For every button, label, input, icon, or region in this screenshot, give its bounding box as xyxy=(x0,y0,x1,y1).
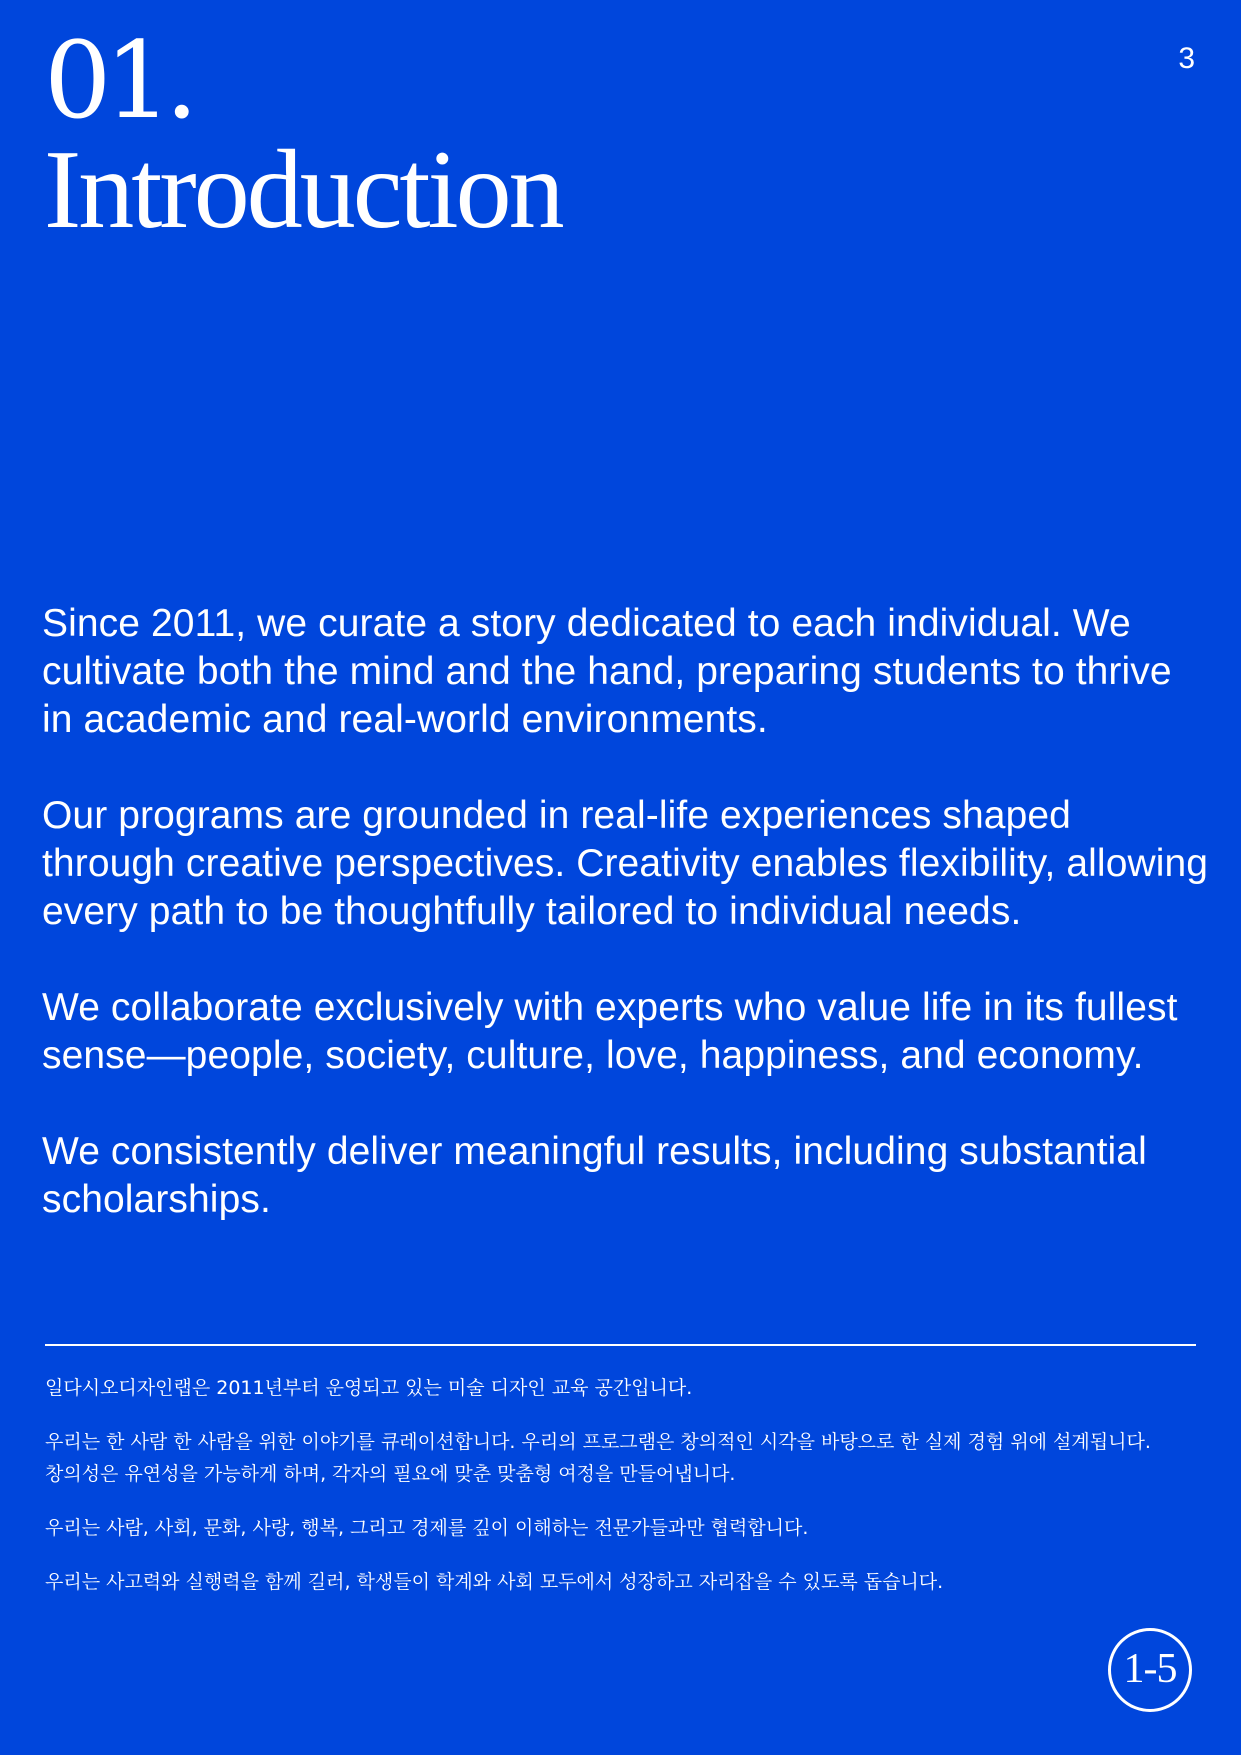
korean-paragraph-4: 우리는 사고력와 실행력을 함께 길러, 학생들이 학계와 사회 모두에서 성장하고 자리잡을 수 있도록 돕습니다. xyxy=(45,1571,944,1593)
english-body xyxy=(42,600,1212,1272)
divider xyxy=(45,1344,1196,1346)
korean-paragraph-1: 일다시오디자인랩은 2011년부터 운영되고 있는 미술 디자인 교육 공간입니다. xyxy=(45,1377,693,1399)
korean-paragraph-3: 우리는 사람, 사회, 문화, 사랑, 행복, 그리고 경제를 깊이 이해하는 전문가들과만 협력합니다. xyxy=(45,1517,809,1539)
chapter-badge xyxy=(1108,1628,1192,1712)
english-paragraph-1: Since 2011, we curate a story dedicated to each individual. We cultivate both the mind and the hand, preparing students to thrive in academic and real-world environments. xyxy=(42,602,1172,741)
english-paragraph-4: We consistently deliver meaningful results, including substantial scholarships. xyxy=(42,1130,1147,1221)
korean-body xyxy=(45,1372,1165,1620)
page-number: 3 xyxy=(1178,42,1195,75)
chapter-badge-label: 1-5 xyxy=(1123,1646,1177,1692)
page-title: Introduction xyxy=(44,128,562,252)
english-paragraph-3: We collaborate exclusively with experts who value life in its fullest sense—people, society, culture, love, happiness, and economy. xyxy=(42,986,1178,1077)
english-paragraph-2: Our programs are grounded in real-life experiences shaped through creative perspectives. Creativity enables flexibility, allowing every path to be thoughtfully tailored to individual needs. xyxy=(42,794,1209,933)
section-number: 01. xyxy=(44,19,192,142)
korean-paragraph-2: 우리는 한 사람 한 사람을 위한 이야기를 큐레이션합니다. 우리의 프로그램은 창의적인 시각을 바탕으로 한 실제 경험 위에 설계됩니다. 창의성은 유연성을 가능하게 하며, 각자의 필요에 맞춘 맞춤형 여정을 만들어냅니다. xyxy=(45,1431,1151,1485)
